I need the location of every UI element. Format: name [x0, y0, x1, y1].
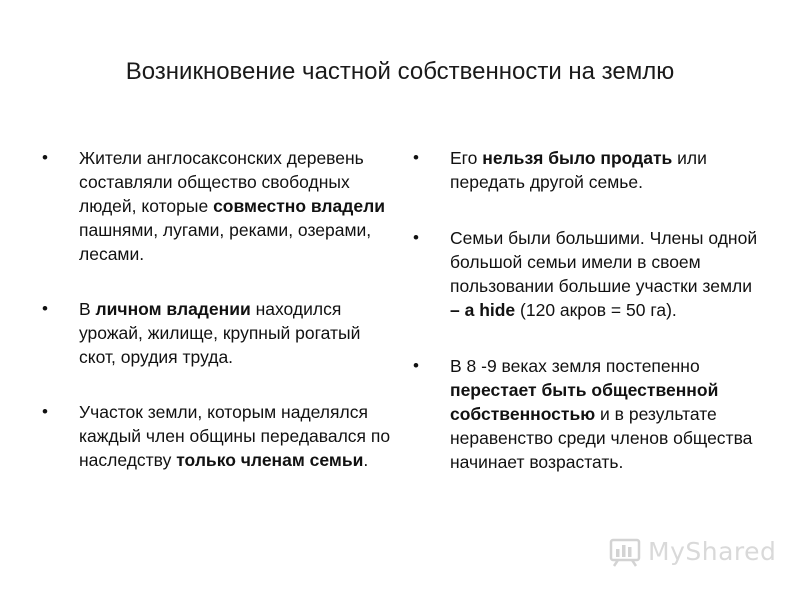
bullet-dot: •: [42, 148, 48, 167]
bullet-dot: •: [413, 356, 419, 375]
bullet-text: или передать другой семье.: [450, 148, 707, 192]
bullet-item: [42, 146, 392, 266]
bullet-text: (120 акров = 50 га).: [515, 300, 677, 320]
bullet-text: Его: [450, 148, 483, 168]
bullet-dot: •: [413, 148, 419, 167]
bullet-text-bold: – a hide: [450, 300, 516, 320]
bullet-text-bold: перестает быть общественной собственностью: [450, 380, 719, 424]
bullet-text: В 8 -9 веках земля постепенно: [450, 356, 700, 376]
left-bullet-list: [42, 146, 392, 472]
myshared-logo-icon: [608, 534, 642, 568]
bullet-text-bold: только членам семьи: [176, 450, 364, 470]
bullet-dot: •: [42, 402, 48, 421]
bullet-item: [413, 226, 758, 322]
watermark-text: MyShared: [648, 536, 777, 566]
bullet-text-bold: личном владении: [95, 299, 251, 319]
bullet-item: [413, 354, 758, 474]
bullet-item: [42, 297, 392, 369]
bullet-text: В: [79, 299, 96, 319]
bullet-text-bold: нельзя было продать: [482, 148, 673, 168]
slide-title: Возникновение частной собственности на землю: [125, 58, 675, 85]
right-column: [413, 146, 758, 474]
bullet-item: [413, 146, 758, 194]
bullet-text: Участок земли, которым наделялся каждый член общины передавался по наследству: [79, 402, 391, 470]
bullet-text: Жители англосаксонских деревень составляли общество свободных людей, которые: [79, 148, 364, 216]
right-bullet-list: [413, 146, 758, 474]
left-column: [42, 146, 392, 472]
bullet-text: и в результате неравенство среди членов общества начинает возрастать.: [450, 404, 753, 472]
bullet-dot: •: [413, 228, 419, 247]
bullet-text: пашнями, лугами, реками, озерами, лесами.: [79, 220, 372, 264]
bullet-text: находился урожай, жилище, крупный рогатый скот, орудия труда.: [79, 299, 361, 367]
bullet-dot: •: [42, 299, 48, 318]
bullet-item: [42, 400, 392, 472]
bullet-text: .: [363, 450, 369, 470]
bullet-text: Семьи были большими. Члены одной большой семьи имели в своем пользовании большие участки земли: [450, 228, 758, 296]
myshared-watermark: [608, 534, 776, 568]
bullet-text-bold: совместно владели: [213, 196, 385, 216]
